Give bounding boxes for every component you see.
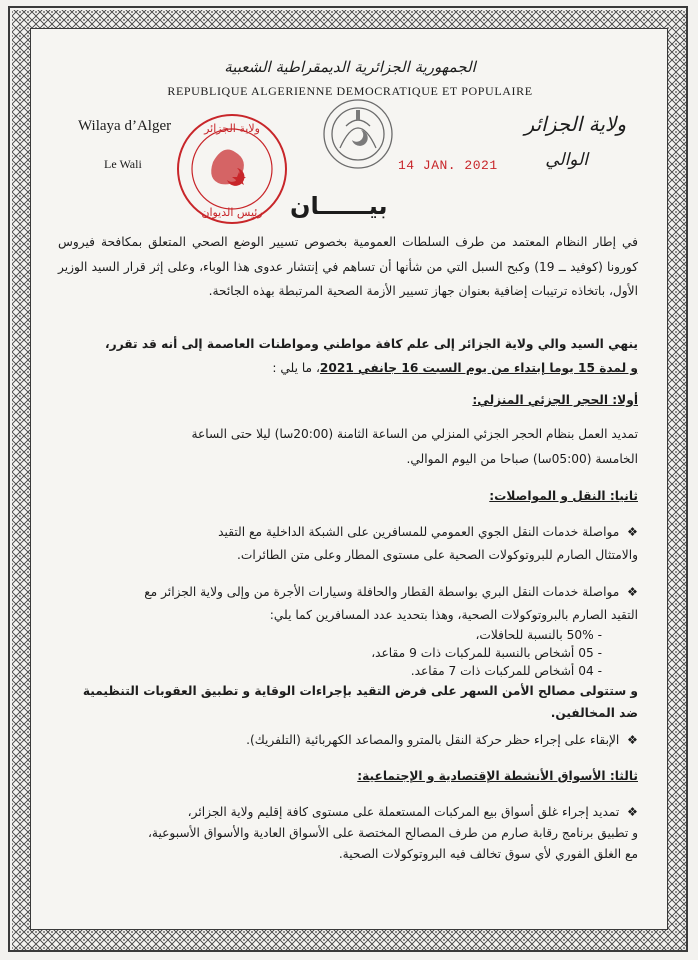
section-2-bullet-3: ❖ الإبقاء على إجراء حظر حركة النقل بالمترو والمصاعد الكهربائية (التلفريك). [246,733,638,747]
section-2-sub-3: - 04 أشخاص للمركبات ذات 7 مقاعد. [410,664,602,678]
section-2-bullet-1-line-1: ❖ مواصلة خدمات النقل الجوي العمومي للمسافرين على الشبكة الداخلية مع التقيد [218,525,638,539]
state-emblem-seal [318,88,398,180]
announcement-duration: و لمدة 15 يوما إبتداء من يوم السبت 16 جانفي 2021 [319,361,638,375]
section-3-line-2: و تطبيق برنامج رقابة صارم من طرف المصالح المختصة على الأسواق العادية والأسواق الأسبوعية، [148,826,638,840]
announcement-tail: ، ما يلي : [272,361,320,375]
document-title: بيــــــان [290,192,388,220]
section-2-bullet-1-line-2: والامتثال الصارم للبروتوكولات الصحية على مستوى المطار وعلى متن الطائرات. [237,548,638,562]
wilaya-arabic: ولاية الجزائر [524,112,626,136]
official-stamp-red [163,110,301,228]
section-2-title: ثانيا: النقل و المواصلات: [489,489,638,503]
wali-french: Le Wali [104,157,142,171]
arabic-republic-heading: الجمهورية الجزائرية الديمقراطية الشعبية [224,58,476,76]
french-republic-heading: REPUBLIQUE ALGERIENNE DEMOCRATIQUE ET POPULAIRE [167,84,533,98]
announcement-line-1: ينهي السيد والي ولاية الجزائر إلى علم كافة مواطني ومواطنات العاصمة إلى أنه قد تقرر، [105,337,638,351]
wali-arabic: الوالي [545,150,588,170]
section-1-line-1: تمديد العمل بنظام الحجر الجزئي المنزلي من الساعة الثامنة (20:00سا) ليلا حتى الساعة [191,427,638,441]
section-2-bullet-2-line-2: التقيد الصارم بالبروتوكولات الصحية، وهذا بتحديد عدد المسافرين كما يلي: [269,608,638,622]
stamp-bottom-text: رئيس الديوان [201,206,263,219]
section-1-line-2: الخامسة (05:00سا) صباحا من اليوم الموالي. [406,452,638,466]
announcement-line-2 [272,361,638,375]
wilaya-french: Wilaya d’Alger [78,118,172,134]
section-2-bullet-2-line-1: ❖ مواصلة خدمات النقل البري بواسطة القطار والحافلة وسيارات الأجرة من وإلى ولاية الجزائر مع [144,585,638,599]
section-1-title: أولا: الحجر الجزئي المنزلي: [472,393,638,407]
section-3-title: ثالثا: الأسواق الأنشطة الإقتصادية و الإجتماعية: [357,769,638,783]
section-3-line-3: مع الغلق الفوري لأي سوق تخالف فيه البروتوكولات الصحية. [338,847,638,861]
stamp-top-text: ولاية الجزائر [204,122,260,135]
intro-paragraph: في إطار النظام المعتمد من طرف السلطات العمومية بخصوص تسيير الوضع الصحي المتعلق بمكافحة فيروس كورونا (كوفيد ــ 19) وكبح السبل التي من شأنها أن تساهم في إنتشار عدوى هذا الوباء، وعلى إثر قرار السيد الوزير الأول، باتخاذه ترتيبات إضافية بعنوان جهاز تسيير الأزمة الصحية المرتبطة بهذه الجائحة. [58,235,639,298]
section-2-sub-2: - 05 أشخاص بالنسبة للمركبات ذات 9 مقاعد، [371,646,602,660]
section-2-note-line-2: ضد المخالفين. [550,706,638,720]
section-2-note-line-1: و ستتولى مصالح الأمن السهر على فرض التقيد بإجراءات الوقاية و تطبيق العقوبات التنظيمية [82,684,638,698]
section-2-sub-1: - 50% بالنسبة للحافلات، [475,628,602,642]
date-stamp: 14 JAN. 2021 [398,158,498,173]
section-3-line-1: ❖ تمديد إجراء غلق أسواق بيع المركبات المستعملة على مستوى كافة إقليم ولاية الجزائر، [187,805,638,819]
